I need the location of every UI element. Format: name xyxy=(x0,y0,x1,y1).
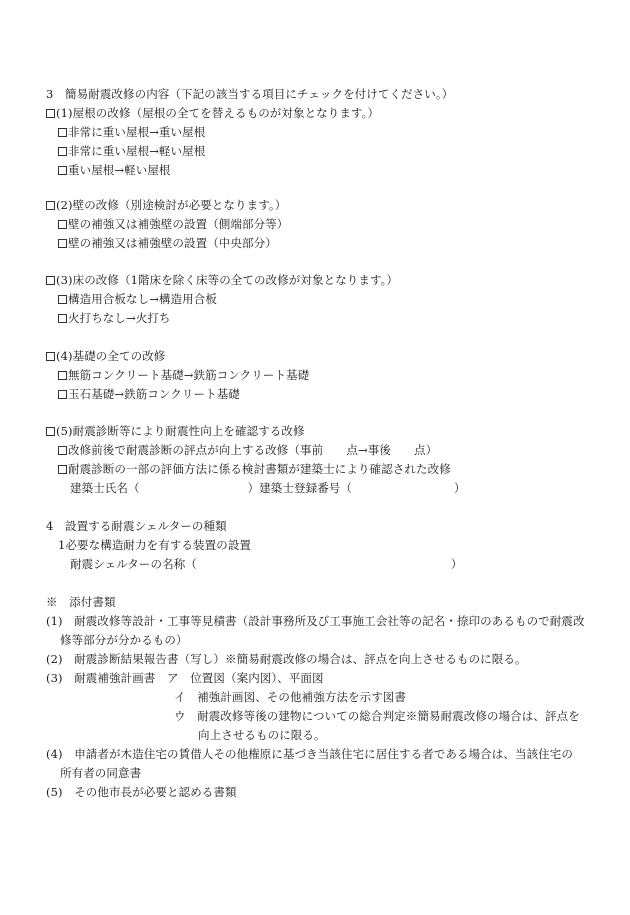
group5-checkbox[interactable] xyxy=(46,427,55,436)
architect-row xyxy=(70,481,466,495)
architect-name-label: 建築士氏名（ xyxy=(70,481,140,495)
group3-title: (3)床の改修（1階床を除く床等の全ての改修が対象となります。） xyxy=(56,273,399,287)
attachment-2: (2) 耐震診断結果報告書（写し）※簡易耐震改修の場合は、評点を向上させるものに限る。 xyxy=(46,652,527,666)
group1-item3-checkbox[interactable] xyxy=(58,166,67,175)
group3-item1-row xyxy=(58,292,217,306)
group5-title: (5)耐震診断等により耐震性向上を確認する改修 xyxy=(56,424,305,438)
group1-item1-label: 非常に重い屋根→重い屋根 xyxy=(68,125,206,139)
group1-item1-row xyxy=(58,125,205,139)
attachment-4-line2: 所有者の同意書 xyxy=(60,766,142,780)
attachment-3-line2: イ 補強計画図、その他補強方法を示す図書 xyxy=(174,690,406,704)
group4-item1-checkbox[interactable] xyxy=(58,371,67,380)
group2-item1-checkbox[interactable] xyxy=(58,220,67,229)
group4-row xyxy=(46,349,165,363)
group5-item2-row xyxy=(58,462,451,476)
attachment-1-line2: 修等部分が分かるもの） xyxy=(60,633,188,647)
group1-item3-row xyxy=(58,163,171,177)
group2-item1-label: 壁の補強又は補強壁の設置（側端部分等） xyxy=(68,217,289,231)
group1-item2-row xyxy=(58,144,205,158)
group3-item2-row xyxy=(58,311,171,325)
group1-item1-checkbox[interactable] xyxy=(58,128,67,137)
group3-checkbox[interactable] xyxy=(46,276,55,285)
group4-item1-label: 無筋コンクリート基礎→鉄筋コンクリート基礎 xyxy=(68,368,310,382)
attachments-heading: ※ 添付書類 xyxy=(46,595,116,609)
section4-item: 1必要な構造耐力を有する装置の設置 xyxy=(58,538,252,552)
group1-title: (1)屋根の改修（屋根の全てを替えるものが対象となります。） xyxy=(56,106,380,120)
group2-item2-checkbox[interactable] xyxy=(58,239,67,248)
group2-row xyxy=(46,198,286,212)
group1-item2-label: 非常に重い屋根→軽い屋根 xyxy=(68,144,206,158)
attachment-3-line3: ウ 耐震改修等後の建物についての総合判定※簡易耐震改修の場合は、評点を xyxy=(174,709,580,723)
group1-checkbox[interactable] xyxy=(46,109,55,118)
group4-item1-row xyxy=(58,368,309,382)
group5-item1-label: 改修前後で耐震診断の評点が向上する改修（事前 点→事後 点） xyxy=(68,443,438,457)
group2-checkbox[interactable] xyxy=(46,201,55,210)
attachment-5: (5) その他市長が必要と認める書類 xyxy=(46,785,237,799)
group5-item2-label: 耐震診断の一部の評価方法に係る検討書類が建築士により確認された改修 xyxy=(68,462,451,476)
group2-item2-row xyxy=(58,236,277,250)
group5-item1-row xyxy=(58,443,437,457)
group4-item2-checkbox[interactable] xyxy=(58,390,67,399)
attachment-4-line1: (4) 申請者が木造住宅の賃借人その他権原に基づき当該住宅に居住する者である場合は、当該住宅の xyxy=(46,747,573,761)
group1-row xyxy=(46,106,379,120)
shelter-close: ） xyxy=(450,557,463,571)
group2-title: (2)壁の改修（別途検討が必要となります。） xyxy=(56,198,287,212)
group5-row xyxy=(46,424,305,438)
group5-item1-checkbox[interactable] xyxy=(58,446,67,455)
group5-item2-checkbox[interactable] xyxy=(58,465,67,474)
shelter-row xyxy=(70,557,463,571)
group3-item1-checkbox[interactable] xyxy=(58,295,67,304)
group4-checkbox[interactable] xyxy=(46,352,55,361)
section3-heading: 3 簡易耐震改修の内容（下記の該当する項目にチェックを付けてください。） xyxy=(46,87,454,101)
architect-reg-label: ）建築士登録番号（ xyxy=(247,481,353,495)
group2-item1-row xyxy=(58,217,288,231)
section4-heading: 4 設置する耐震シェルターの種類 xyxy=(46,519,227,533)
group2-item2-label: 壁の補強又は補強壁の設置（中央部分） xyxy=(68,236,277,250)
group4-item2-label: 玉石基礎→鉄筋コンクリート基礎 xyxy=(68,387,240,401)
attachment-3-line1: (3) 耐震補強計画書 ア 位置図（案内図）、平面図 xyxy=(46,671,324,685)
group3-item2-label: 火打ちなし→火打ち xyxy=(68,311,171,325)
shelter-name-label: 耐震シェルターの名称（ xyxy=(70,557,197,571)
group4-title: (4)基礎の全ての改修 xyxy=(56,349,166,363)
group4-item2-row xyxy=(58,387,240,401)
attachment-3-line4: 向上させるものに限る。 xyxy=(198,728,326,742)
group3-item2-checkbox[interactable] xyxy=(58,314,67,323)
group3-row xyxy=(46,273,398,287)
group3-item1-label: 構造用合板なし→構造用合板 xyxy=(68,292,217,306)
attachment-1-line1: (1) 耐震改修等設計・工事等見積書（設計事務所及び工事施工会社等の記名・捺印のあるもので耐震改 xyxy=(46,614,585,628)
architect-close: ） xyxy=(454,481,466,495)
group1-item3-label: 重い屋根→軽い屋根 xyxy=(68,163,171,177)
group1-item2-checkbox[interactable] xyxy=(58,147,67,156)
